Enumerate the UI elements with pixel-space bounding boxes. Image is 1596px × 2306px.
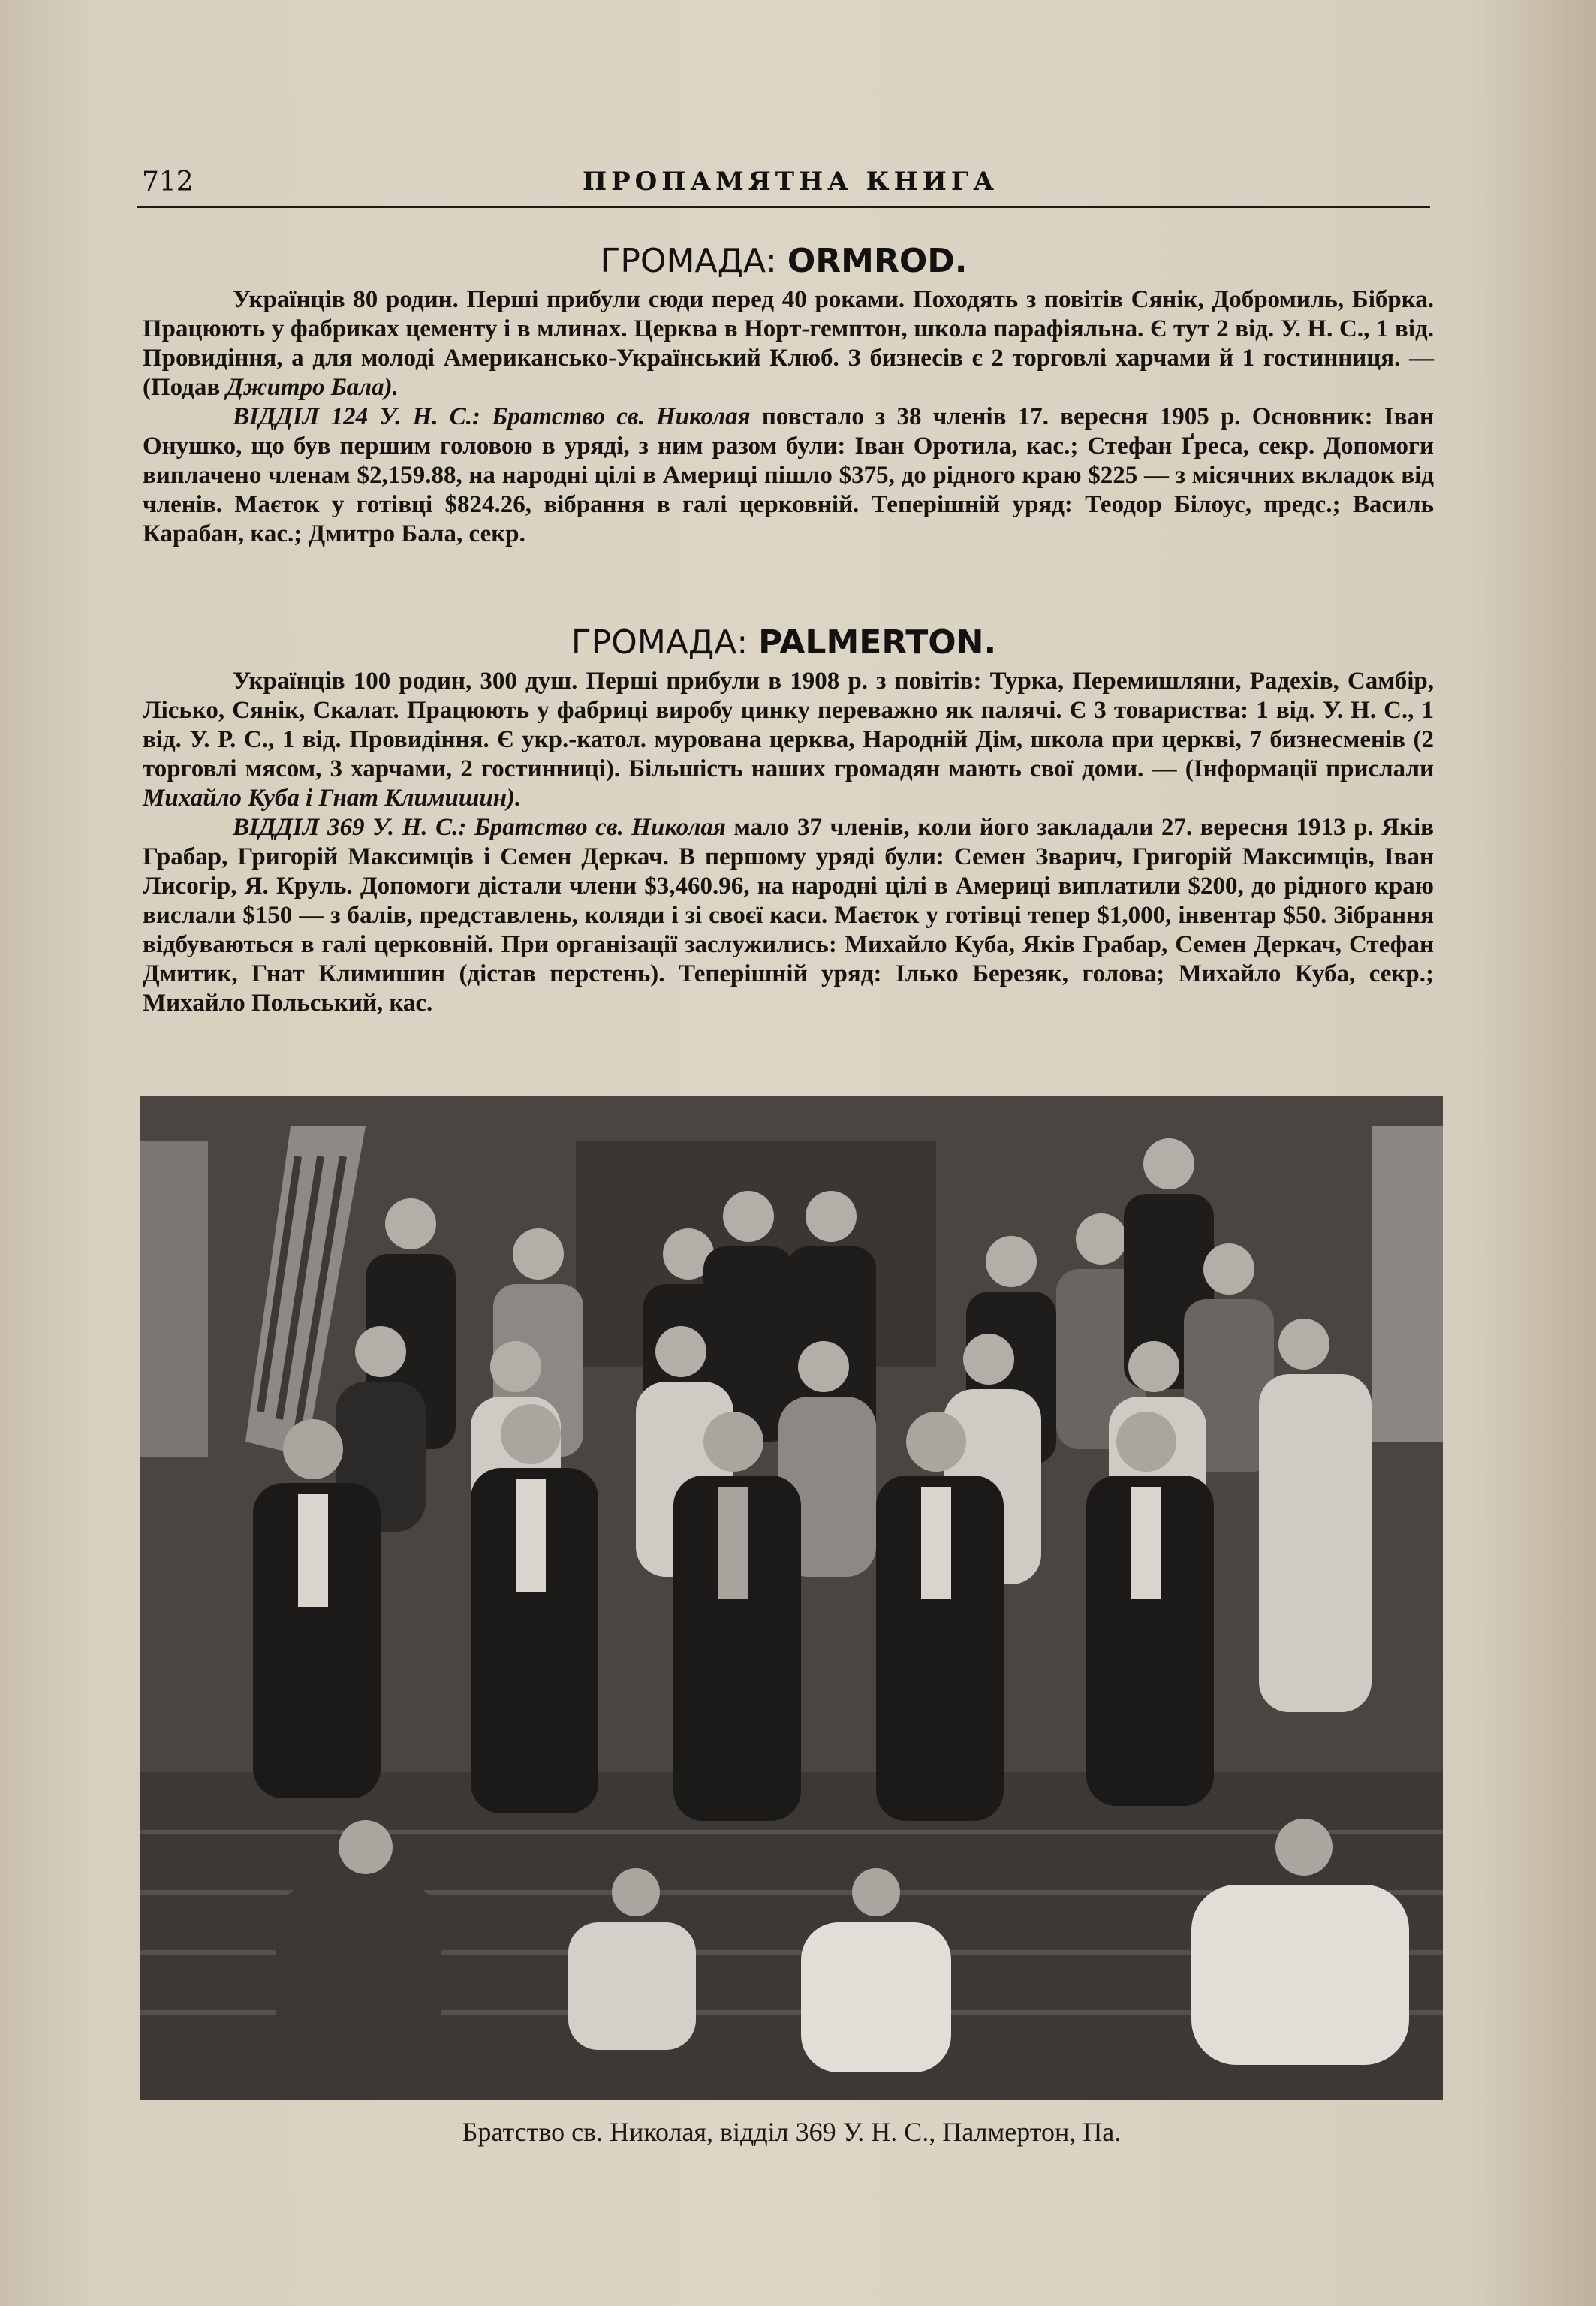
section-place: ORMROD. xyxy=(787,242,968,280)
paragraph xyxy=(143,285,1434,402)
section-title-ormrod xyxy=(137,242,1430,281)
paragraph-text: мало 37 членів, коли його закладали 27. вересня 1913 р. Яків Грабар, Григорій Максимців і Семен Деркач. В першому уряді були: Семен Зварич, Григорій Максимців, Іван Лисогір, Я. Круль. Допомоги дістали члени $3,460.96, на народні цілі в Америці виплатили $200, до рідного краю вислали $150 — з балів, представлень, коляди і зі своєї каси. Маєток у готівці тепер $1,000, інвентар $50. Зібрання відбуваються в галі церковній. При організації заслужились: Михайло Куба, Яків Грабар, Семен Деркач, Стефан Дмитик, Гнат Климишин (дістав перстень). Теперішній уряд: Ілько Березяк, голова; Михайло Куба, секр.; Михайло Польський, кас. xyxy=(143,814,1434,1017)
section-prefix: ГРОМАДА: xyxy=(600,242,787,280)
paragraph xyxy=(143,402,1434,549)
running-title: ПРОПАМЯТНА КНИГА xyxy=(582,167,998,197)
page-number: 712 xyxy=(142,167,194,197)
paragraph xyxy=(143,667,1434,813)
paragraph-credit: Джитро Бала). xyxy=(226,374,399,401)
section-title-palmerton xyxy=(137,623,1430,662)
branch-lead: ВІДДІЛ 369 У. Н. С.: Братство св. Николая xyxy=(233,814,726,841)
section-body-ormrod xyxy=(143,285,1434,549)
page-header xyxy=(137,164,1430,208)
window-right xyxy=(1372,1126,1443,1442)
group-photo-illustration xyxy=(140,1096,1443,2100)
paragraph xyxy=(143,813,1434,1018)
photo-caption: Братство св. Николая, відділ 369 У. Н. С., Палмертон, Па. xyxy=(462,2117,1122,2147)
group-photo xyxy=(140,1096,1443,2100)
section-place: PALMERTON. xyxy=(758,623,997,662)
paragraph-text: повстало з 38 членів 17. вересня 1905 р. Основник: Іван Онушко, що був першим головою в уряді, з ним разом були: Іван Оротила, кас.; Стефан Ґреса, секр. Допомоги виплачено членам $2,159.88, на народні цілі в Америці пішло $375, до рідного краю $225 — з місячних вкладок від членів. Маєток у готівці $824.26, вібрання в галі церковній. Теперішній уряд: Теодор Білоус, предс.; Василь Карабан, кас.; Дмитро Бала, секр. xyxy=(143,403,1434,547)
section-prefix: ГРОМАДА: xyxy=(571,623,759,662)
paragraph-text: Українців 100 родин, 300 душ. Перші прибули в 1908 р. з повітів: Турка, Перемишляни, Радехів, Самбір, Лісько, Сянік, Скалат. Працюють у фабриці виробу цинку переважно як палячі. Є 3 товариства: 1 від. У. Н. С., 1 від. У. Р. С., 1 від. Провидіння. Є укр.-катол. мурована церква, Народній Дім, школа при церкві, 7 бизнесменів (2 торговлі мясом, 3 харчами, 2 гостинниці). Більшість наших громадян мають свої доми. — (Інформації прислали xyxy=(143,668,1434,782)
paragraph-text: Українців 80 родин. Перші прибули сюди перед 40 роками. Походять з повітів Сянік, Добромиль, Бібрка. Працюють у фабриках цементу і в млинах. Церква в Норт-гемптон, школа парафіяльна. Є тут 2 від. У. Н. С., 1 від. Провидіння, а для молоді Американсько-Український Клюб. З бизнесів є 2 торговлі харчами й 1 гостинниця. — (Подав xyxy=(143,286,1434,401)
section-body-palmerton xyxy=(143,667,1434,1018)
window-left xyxy=(140,1141,208,1457)
paragraph-credit: Михайло Куба і Гнат Климишин). xyxy=(143,785,522,812)
branch-lead: ВІДДІЛ 124 У. Н. С.: Братство св. Николая xyxy=(233,403,751,430)
